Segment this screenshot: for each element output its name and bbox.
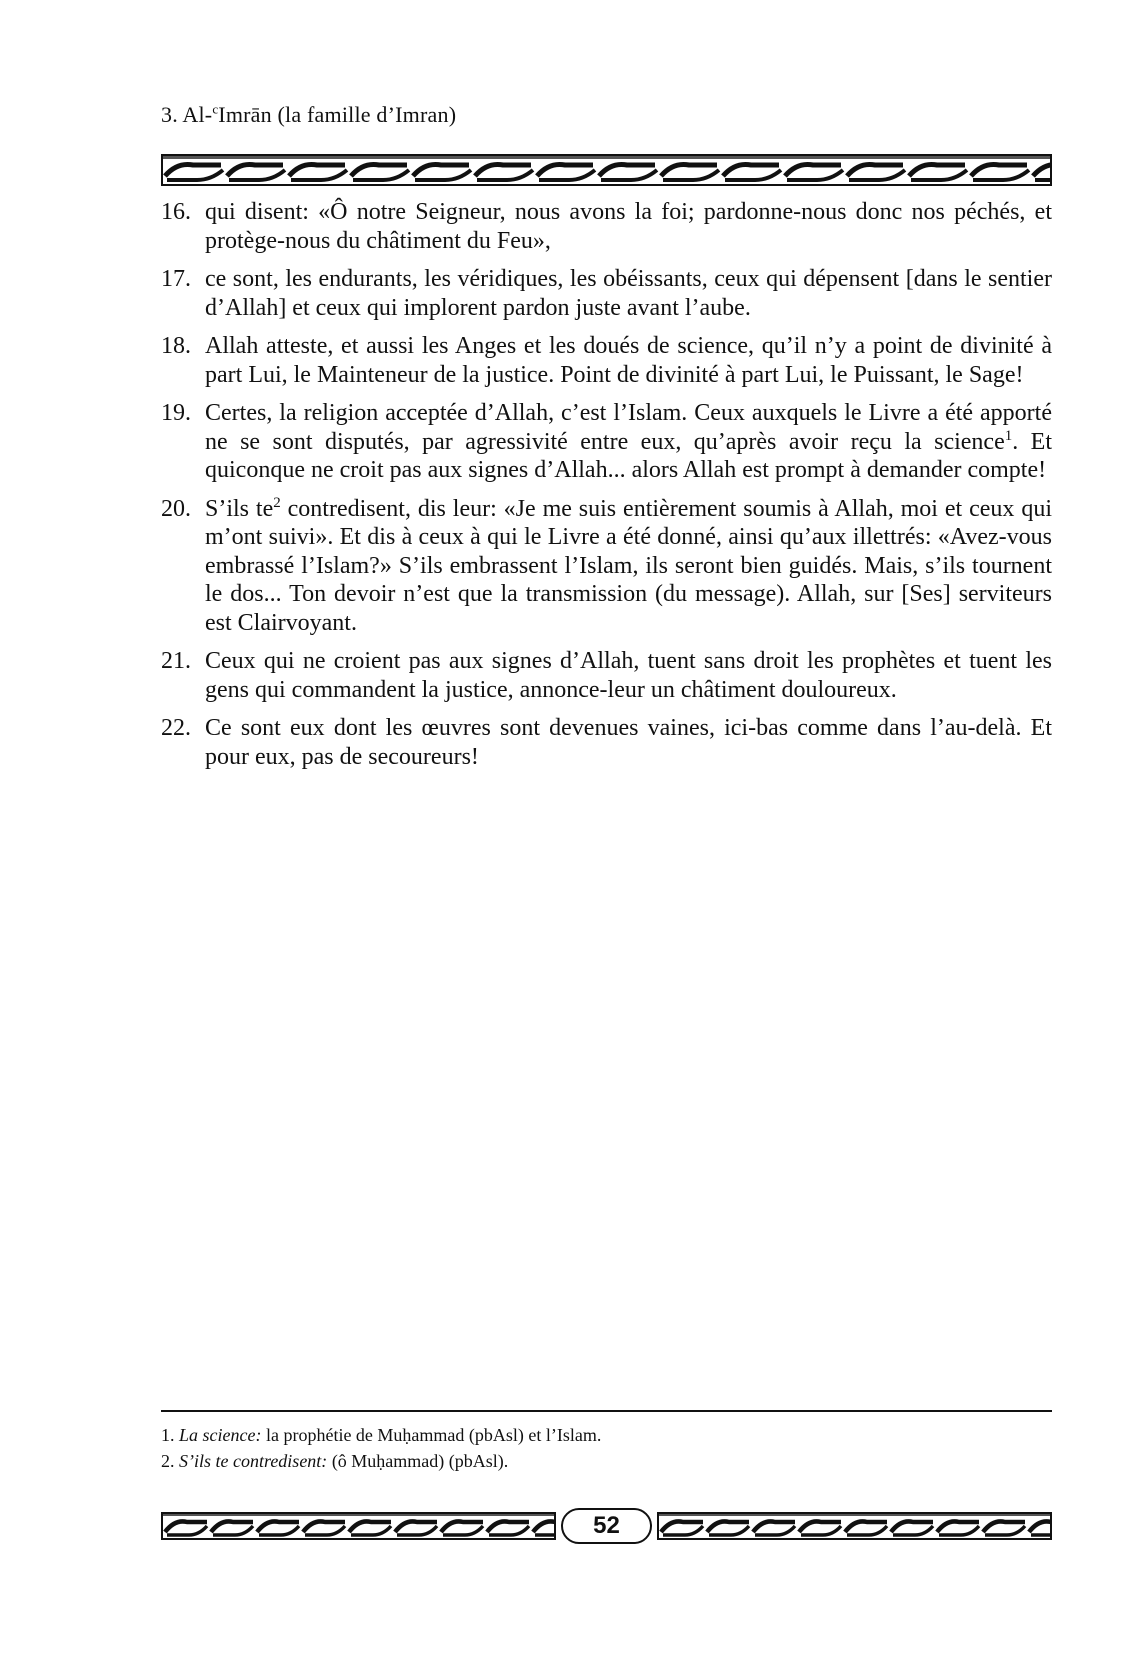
verse-number: 21. [161, 648, 191, 674]
top-ornament-band [161, 154, 1052, 186]
verse-text: Ce sont eux dont les œuvres sont devenues vaines, ici-bas comme dans l’au-delà. Et pour eux, pas de secoureurs! [205, 715, 1052, 770]
bottom-ornament-band [161, 1508, 1052, 1544]
verse-number: 22. [161, 715, 191, 741]
page-number: 52 [561, 1508, 652, 1544]
footnote-term: S’ils te contredisent: [179, 1451, 328, 1471]
verse-text-part: contredisent, dis leur: «Je me suis entièrement soumis à Allah, moi et ceux qui m’ont suivi». Et dis à ceux à qui le Livre a été donné, ainsi qu’aux illettrés: «Avez-vous embrassé l’Islam?» S’ils embrassent l’Islam, ils seront bien guidés. Mais, s’ils tournent le dos... Ton devoir n’est que la transmission (du message). Allah, sur [Ses] serviteurs est Clairvoyant. [205, 495, 1052, 636]
chapter-header [161, 102, 456, 128]
verse-text [205, 495, 1052, 638]
verse-17 [161, 265, 1052, 322]
footnote-ref-1: 1 [1004, 427, 1013, 444]
verse-number: 18. [161, 333, 191, 359]
verse-text: Allah atteste, et aussi les Anges et les doués de science, qu’il n’y a point de divinité à part Lui, le Mainteneur de la justice. Point de divinité à part Lui, le Puissant, le Sage! [205, 333, 1052, 388]
footnote-term: La science: [179, 1425, 262, 1445]
verse-text: qui disent: «Ô notre Seigneur, nous avons la foi; pardonne-nous donc nos péchés, et protège-nous du châtiment du Feu», [205, 199, 1052, 254]
verse-text-part: . Et quiconque ne croit pas aux signes d’Allah... alors Allah est prompt à demander compte! [205, 428, 1053, 483]
chapter-title-sup: c [212, 101, 219, 117]
footnote-divider [161, 1410, 1052, 1412]
footnote-2 [161, 1448, 1052, 1474]
verse-text-part: S’ils te [205, 495, 274, 522]
verse-number: 16. [161, 199, 191, 225]
chapter-title-rest: Imrān (la famille d’Imran) [218, 102, 457, 127]
bottom-ornament-left [161, 1512, 556, 1540]
verse-text: Ceux qui ne croient pas aux signes d’Allah, tuent sans droit les prophètes et tuent les gens qui commandent la justice, annonce-leur un châtiment douloureux. [205, 648, 1052, 703]
verse-number: 17. [161, 266, 191, 292]
footnote-1 [161, 1422, 1052, 1448]
verse-19 [161, 399, 1052, 485]
footnotes [161, 1422, 1052, 1474]
verse-text-part: Certes, la religion acceptée d’Allah, c’est l’Islam. Ceux auxquels le Livre a été apporté ne se sont disputés, par agressivité entre eux, qu’après avoir reçu la science [205, 400, 1052, 455]
verse-16 [161, 198, 1052, 255]
footnote-ref-2: 2 [273, 494, 281, 511]
verse-22 [161, 714, 1052, 771]
footnote-number: 1. [161, 1425, 175, 1445]
verses-list [161, 198, 1052, 781]
verse-text: ce sont, les endurants, les véridiques, les obéissants, ceux qui dépensent [dans le sentier d’Allah] et ceux qui implorent pardon juste avant l’aube. [205, 266, 1052, 321]
footnote-text: (ô Muḥammad) (pbAsl). [327, 1451, 509, 1471]
bottom-ornament-right [657, 1512, 1052, 1540]
verse-21 [161, 647, 1052, 704]
footnote-text: la prophétie de Muḥammad (pbAsl) et l’Islam. [261, 1425, 602, 1445]
verse-20 [161, 495, 1052, 638]
verse-number: 19. [161, 400, 191, 426]
verse-18 [161, 332, 1052, 389]
verse-number: 20. [161, 495, 191, 522]
chapter-title-prefix: 3. Al- [161, 102, 213, 127]
footnote-number: 2. [161, 1451, 175, 1471]
verse-text [205, 399, 1052, 485]
